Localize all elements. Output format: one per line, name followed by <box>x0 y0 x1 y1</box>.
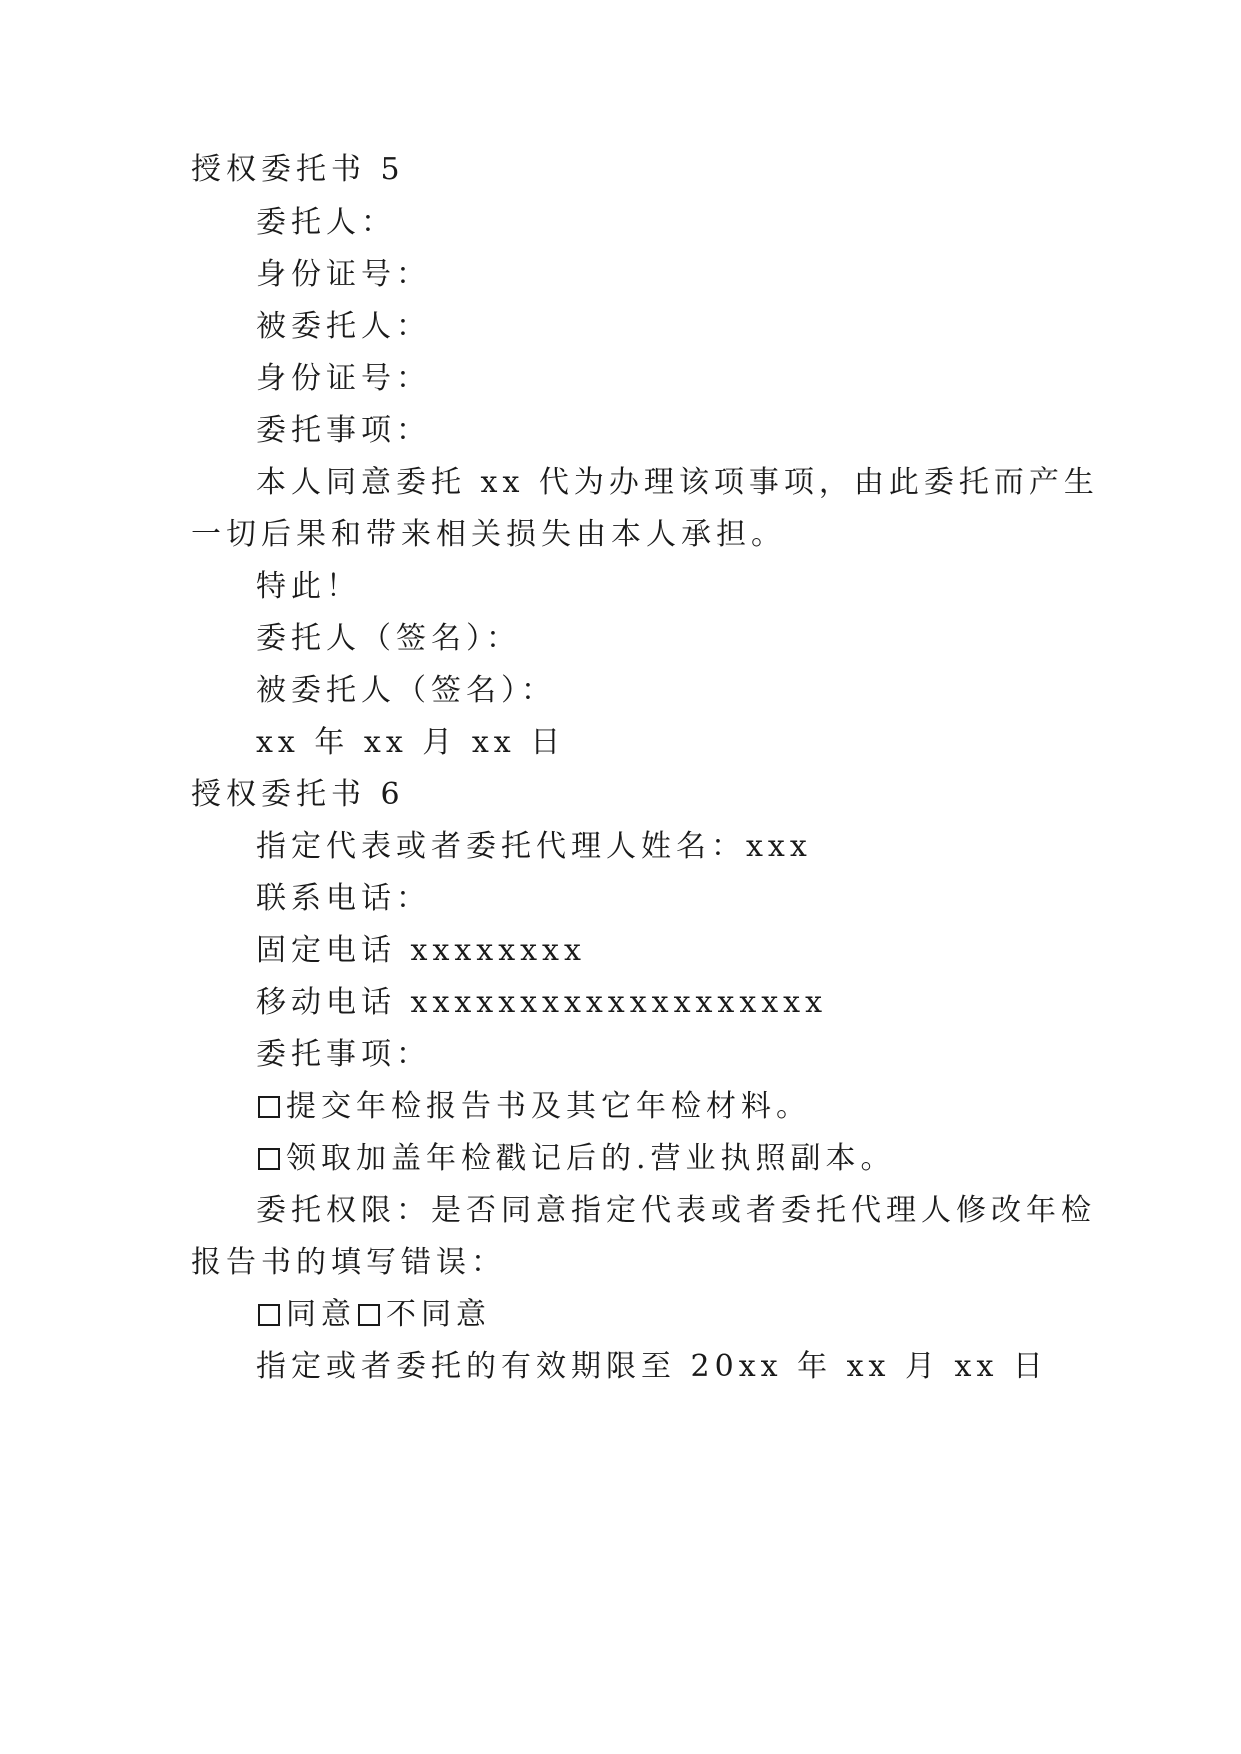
agree-checkbox[interactable] <box>258 1304 280 1326</box>
authority-paragraph-continued: 报告书的填写错误： <box>191 1245 506 1280</box>
principal-label: 委托人： <box>256 205 396 240</box>
agree-label: 同意 <box>286 1297 356 1332</box>
principal-id-label: 身份证号： <box>256 257 431 292</box>
option-submit-annual-report <box>256 1087 811 1127</box>
landline-line: 固定电话 xxxxxxxx <box>256 933 586 968</box>
disagree-label: 不同意 <box>386 1297 491 1332</box>
contact-phone-label: 联系电话： <box>256 881 431 916</box>
matters-label: 委托事项： <box>256 1037 431 1072</box>
principal-signature-label: 委托人（签名）： <box>256 621 521 656</box>
agent-signature-label: 被委托人（签名）： <box>256 673 556 708</box>
checkbox[interactable] <box>258 1148 280 1170</box>
section-title: 授权委托书 5 <box>191 152 405 187</box>
agent-label: 被委托人： <box>256 309 431 344</box>
agree-options <box>256 1295 491 1335</box>
disagree-checkbox[interactable] <box>358 1304 380 1326</box>
representative-name-line: 指定代表或者委托代理人姓名：xxx <box>256 829 812 864</box>
mobile-line: 移动电话 xxxxxxxxxxxxxxxxxxx <box>256 985 827 1020</box>
section-title: 授权委托书 6 <box>191 777 405 812</box>
checkbox[interactable] <box>258 1096 280 1118</box>
hereby-text: 特此！ <box>256 569 361 604</box>
date-line: xx 年 xx 月 xx 日 <box>256 725 566 760</box>
option-label: 提交年检报告书及其它年检材料。 <box>286 1089 811 1124</box>
validity-line: 指定或者委托的有效期限至 20xx 年 xx 月 xx 日 <box>256 1349 1048 1384</box>
authority-paragraph: 委托权限：是否同意指定代表或者委托代理人修改年检 <box>256 1193 1096 1228</box>
option-collect-license <box>256 1139 896 1179</box>
agent-id-label: 身份证号： <box>256 361 431 396</box>
statement-paragraph: 本人同意委托 xx 代为办理该项事项，由此委托而产生 <box>256 465 1099 500</box>
option-label: 领取加盖年检戳记后的.营业执照副本。 <box>286 1141 896 1176</box>
matters-label: 委托事项： <box>256 413 431 448</box>
statement-paragraph-continued: 一切后果和带来相关损失由本人承担。 <box>191 517 786 552</box>
